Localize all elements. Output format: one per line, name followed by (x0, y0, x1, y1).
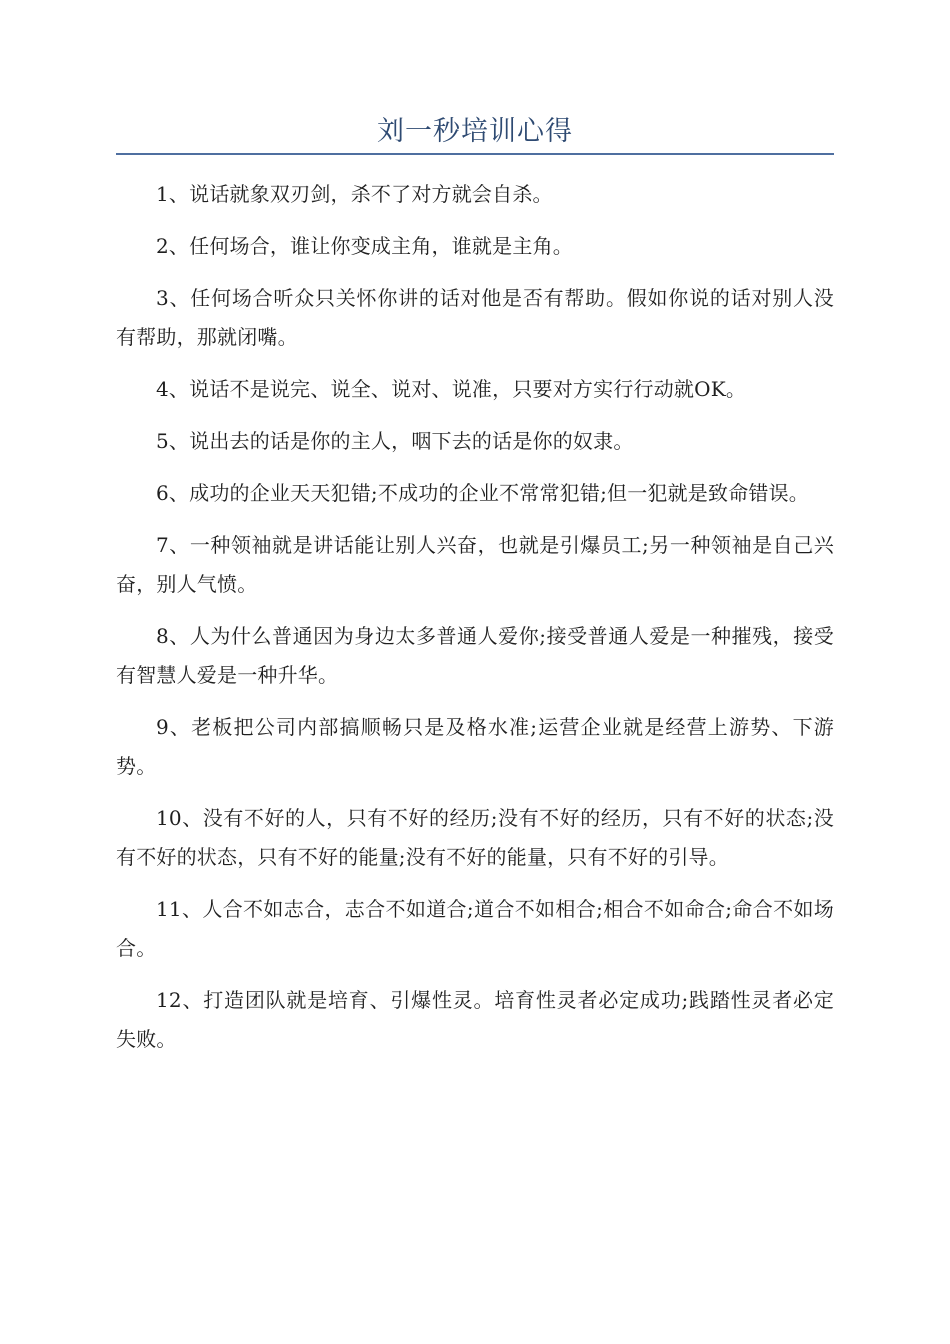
paragraph-7: 7、一种领袖就是讲话能让别人兴奋，也就是引爆员工;另一种领袖是自己兴奋，别人气愤。 (116, 533, 834, 596)
paragraph-1: 1、说话就象双刃剑，杀不了对方就会自杀。 (156, 182, 553, 206)
paragraph-9: 9、老板把公司内部搞顺畅只是及格水准;运营企业就是经营上游势、下游势。 (116, 715, 834, 778)
paragraph-10: 10、没有不好的人，只有不好的经历;没有不好的经历，只有不好的状态;没有不好的状态，只有不好的能量;没有不好的能量，只有不好的引导。 (116, 806, 834, 869)
paragraph-8: 8、人为什么普通因为身边太多普通人爱你;接受普通人爱是一种摧残，接受有智慧人爱是一种升华。 (116, 624, 834, 687)
document-title: 刘一秒培训心得 (377, 116, 573, 147)
paragraph-11: 11、人合不如志合，志合不如道合;道合不如相合;相合不如命合;命合不如场合。 (116, 897, 834, 960)
document-body (116, 175, 834, 1072)
title-underline (116, 153, 834, 155)
paragraph-2: 2、任何场合，谁让你变成主角，谁就是主角。 (156, 234, 573, 258)
paragraph-3: 3、任何场合听众只关怀你讲的话对他是否有帮助。假如你说的话对别人没有帮助，那就闭嘴。 (116, 286, 834, 349)
paragraph-6: 6、成功的企业天天犯错;不成功的企业不常常犯错;但一犯就是致命错误。 (156, 481, 810, 505)
paragraph-12: 12、打造团队就是培育、引爆性灵。培育性灵者必定成功;践踏性灵者必定失败。 (116, 988, 834, 1051)
paragraph-4: 4、说话不是说完、说全、说对、说准，只要对方实行行动就OK。 (156, 377, 747, 401)
paragraph-5: 5、说出去的话是你的主人，咽下去的话是你的奴隶。 (156, 429, 634, 453)
